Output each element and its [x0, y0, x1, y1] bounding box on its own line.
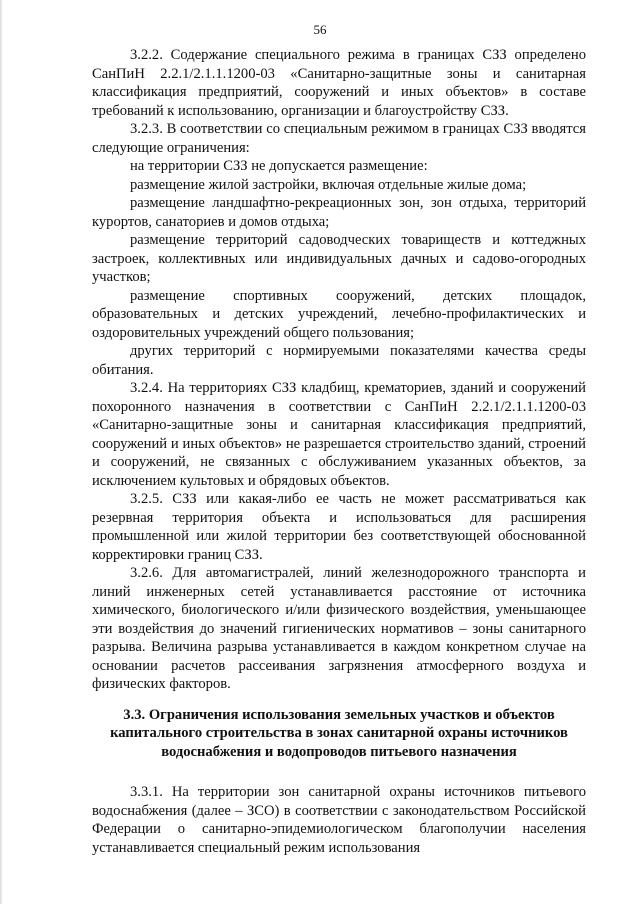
paragraph-3-2-5: 3.2.5. СЗЗ или какая-либо ее часть не может рассматриваться как резервная территория объекта и использоваться для расширения промышленной или жилой территории без соответствующей обоснованной корректировки границ СЗЗ.: [92, 491, 586, 563]
paragraph-3-2-4: 3.2.4. На территориях СЗЗ кладбищ, крематориев, зданий и сооружений похоронного назначения в соответствии с СанПиН 2.2.1/2.1.1.1200-03 «Санитарно-защитные зоны и санитарная классификация предприятий, сооружений и иных объектов» не разрешается строительство зданий, строений и сооружений, не связанных с обслуживанием указанных объектов, за исключением культовых и обрядовых объектов.: [92, 380, 586, 489]
page-number: 56: [313, 22, 327, 37]
restriction-intro: на территории СЗЗ не допускается размещение:: [130, 158, 428, 174]
restriction-item: других территорий с нормируемыми показателями качества среды обитания.: [92, 343, 586, 378]
scan-edge-shadow: [0, 0, 3, 904]
heading-spacer: [92, 761, 586, 783]
restriction-item: размещение ландшафтно-рекреационных зон, зон отдыха, территорий курортов, санаториев и домов отдыха;: [92, 195, 586, 230]
paragraph-3-2-6: 3.2.6. Для автомагистралей, линий железнодорожного транспорта и линий инженерных сетей устанавливается расстояние от источника химического, биологического и/или физического воздействия, уменьшающее эти воздействия до значений гигиенических нормативов – зоны санитарного разрыва. Величина разрыва устанавливается в каждом конкретном случае на основании расчетов рассеивания загрязнения атмосферного воздуха и физических факторов.: [92, 565, 586, 692]
paragraph-3-3-1: 3.3.1. На территории зон санитарной охраны источников питьевого водоснабжения (далее – ЗСО) в соответствии с законодательством Российской Федерации о санитарно-эпидемиологическом благополучии населения устанавливается специальный режим использования: [92, 784, 586, 856]
restriction-item: размещение территорий садоводческих товариществ и коттеджных застроек, коллективных или индивидуальных дачных и садово-огородных участков;: [92, 232, 586, 285]
paragraph-3-2-3: 3.2.3. В соответствии со специальным режимом в границах СЗЗ вводятся следующие ограничения:: [92, 121, 586, 156]
restriction-item: размещение спортивных сооружений, детских площадок, образовательных и детских учреждений, лечебно-профилактических и оздоровительных учреждений общего пользования;: [92, 287, 586, 341]
document-body: [92, 46, 586, 857]
section-spacer: [92, 694, 586, 702]
section-heading-3-3: 3.3. Ограничения использования земельных участков и объектов капитального строительства в зонах санитарной охраны источников водоснабжения и водопроводов питьевого назначения: [110, 706, 568, 760]
paragraph-3-2-2: 3.2.2. Содержание специального режима в границах СЗЗ определено СанПиН 2.2.1/2.1.1.1200-03 «Санитарно-защитные зоны и санитарная классификация предприятий, сооружений и иных объектов» в составе требований к использованию, организации и благоустройству СЗЗ.: [92, 47, 586, 119]
restriction-item: размещение жилой застройки, включая отдельные жилые дома;: [130, 176, 527, 193]
